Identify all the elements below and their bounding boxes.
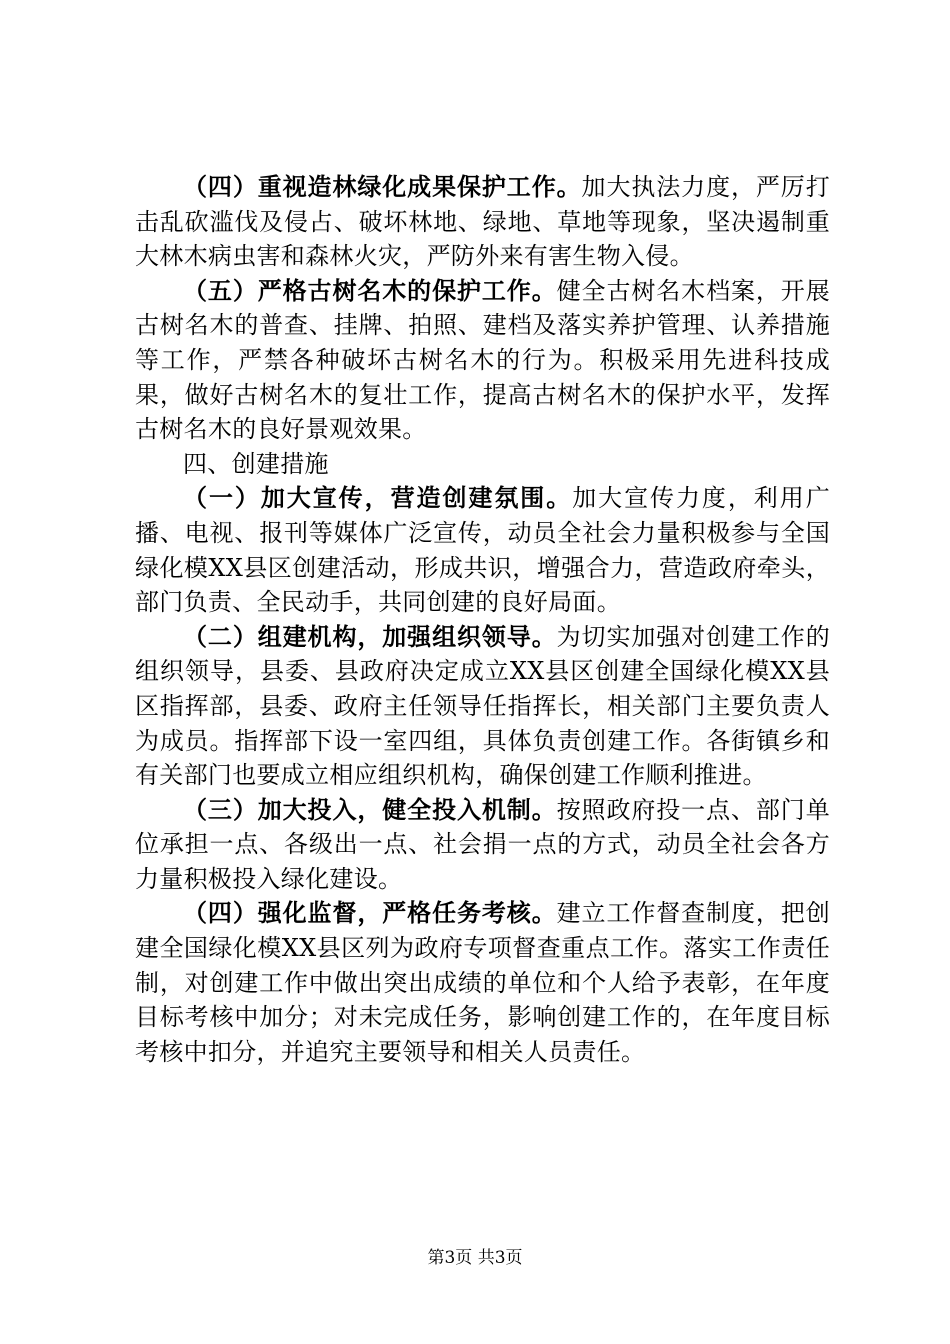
paragraph-heading: （五）严格古树名木的保护工作。 [183,275,557,305]
paragraph-protect-ancient-trees [135,274,830,447]
measure-heading: （三）加大投入，健全投入机制。 [183,794,557,824]
measure-heading: （四）强化监督，严格任务考核。 [183,898,557,928]
paragraph-heading: （四）重视造林绿化成果保护工作。 [183,172,582,201]
paragraph-text: 加大执法力度，严厉打击乱砍滥伐及侵占、破坏林地、绿地、草地等现象，坚决遏制重大林木病虫害和森林火灾，严防外来有害生物入侵。 [135,173,830,271]
measure-organization [135,620,830,793]
measure-heading: （一）加大宣传，营造创建氛围。 [183,483,573,513]
page-number: 第3页 共3页 [427,1248,523,1268]
measure-supervision [135,896,830,1069]
measure-text: 按照政府投一点、部门单位承担一点、各级出一点、社会捐一点的方式，动员全社会各方力量积极投入绿化建设。 [135,795,830,893]
measure-text: 为切实加强对创建工作的组织领导，县委、县政府决定成立XX县区创建全国绿化模XX县区指挥部，县委、政府主任领导任指挥长，相关部门主要负责人为成员。指挥部下设一室四组，具体负责创建工作。各街镇乡和有关部门也要成立相应组织机构，确保创建工作顺利推进。 [135,622,830,790]
paragraph-protect-afforestation [135,170,830,274]
document-body [135,170,830,1069]
measure-text: 加大宣传力度，利用广播、电视、报刊等媒体广泛宣传，动员全社会力量积极参与全国绿化模XX县区创建活动，形成共识，增强合力，营造政府牵头，部门负责、全民动手，共同创建的良好局面。 [135,484,830,617]
page-footer [0,1243,950,1268]
measure-publicity [135,481,830,619]
measure-heading: （二）组建机构，加强组织领导。 [183,621,557,651]
section-heading: 四、创建措施 [183,449,329,478]
paragraph-text: 健全古树名木档案，开展古树名木的普查、挂牌、拍照、建档及落实养护管理、认养措施等工作，严禁各种破坏古树名木的行为。积极采用先进科技成果，做好古树名木的复壮工作，提高古树名木的保护水平，发挥古树名木的良好景观效果。 [135,276,830,444]
measure-investment [135,793,830,897]
measure-text: 建立工作督查制度，把创建全国绿化模XX县区列为政府专项督查重点工作。落实工作责任制，对创建工作中做出突出成绩的单位和个人给予表彰，在年度目标考核中加分；对未完成任务，影响创建工作的，在年度目标考核中扣分，并追究主要领导和相关人员责任。 [135,899,830,1066]
